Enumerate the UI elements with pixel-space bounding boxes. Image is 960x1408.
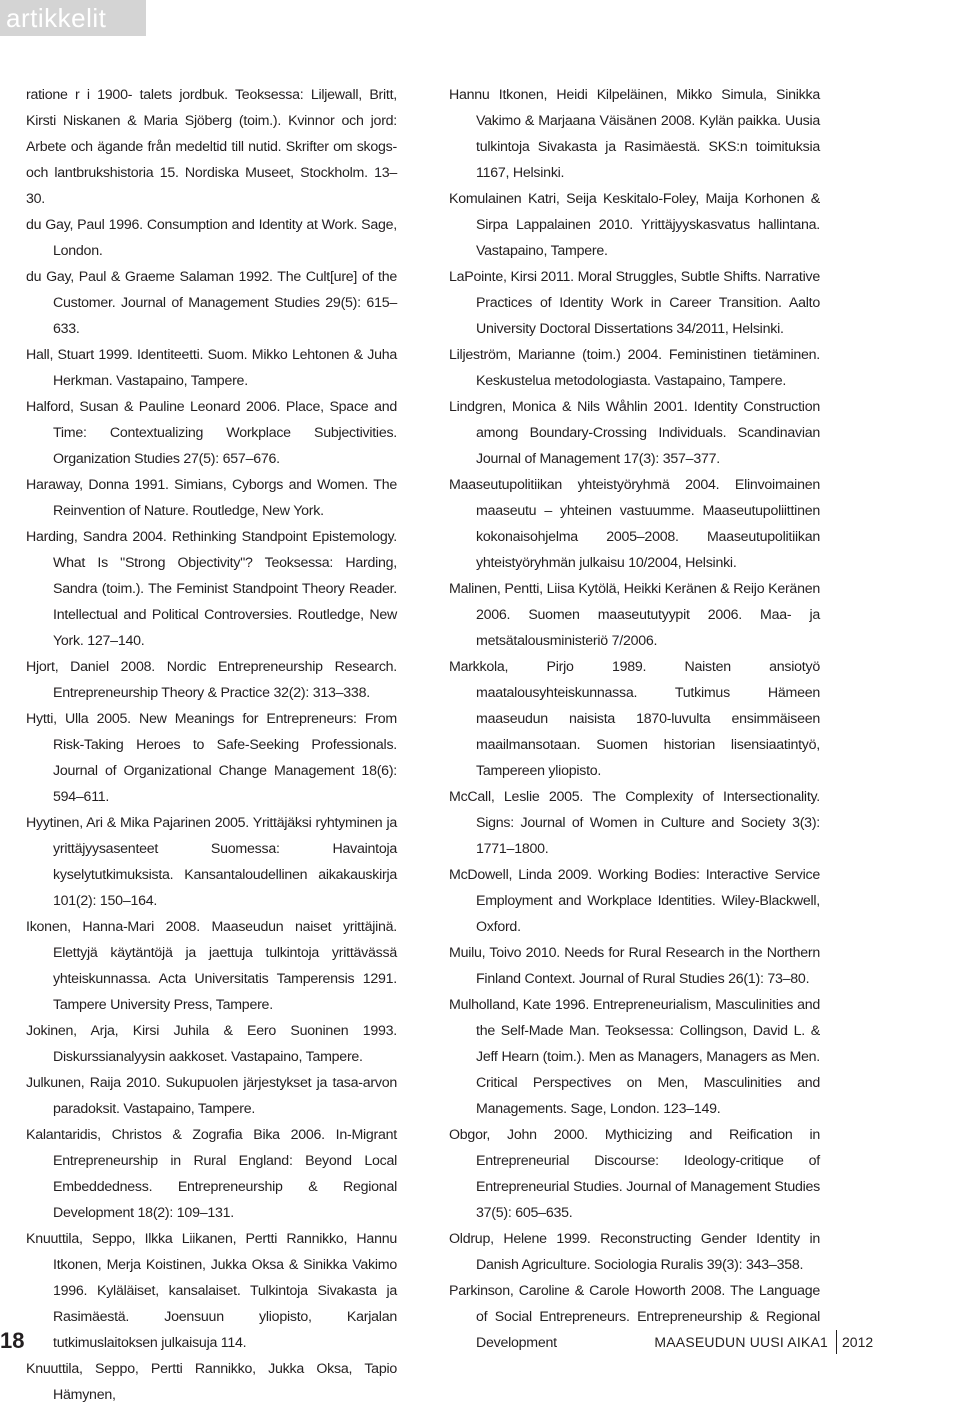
- reference-entry: Lindgren, Monica & Nils Wåhlin 2001. Identity Construction among Boundary-Crossing Individuals. Scandinavian Journal of Management 17(3): 357–377.: [449, 399, 820, 467]
- section-label: artikkelit: [6, 3, 107, 33]
- reference-entry: Liljeström, Marianne (toim.) 2004. Feministinen tietäminen. Keskustelua metodologiasta. Vastapaino, Tampere.: [449, 347, 820, 389]
- reference-entry: Mulholland, Kate 1996. Entrepreneurialism, Masculinities and the Self-Made Man. Teoksessa: Collingson, David L. & Jeff Hearn (toim.). Men as Managers, Managers as Men. Critical Perspectives on Men, Masculinities and Managements. Sage, London. 123–149.: [449, 997, 820, 1117]
- reference-entry: ratione r i 1900- talets jordbuk. Teoksessa: Liljewall, Britt, Kirsti Niskanen & Maria Sjöberg (toim.). Kvinnor och jord: Arbete och ägande från medeltid till nutid. Skrifter om skogs- och lantbrukshistoria 15. Nordiska Museet, Stockholm. 13–30.: [26, 87, 397, 207]
- reference-entry: McCall, Leslie 2005. The Complexity of Intersectionality. Signs: Journal of Women in Culture and Society 3(3): 1771–1800.: [449, 789, 820, 857]
- reference-entry: Harding, Sandra 2004. Rethinking Standpoint Epistemology. What Is "Strong Objectivity"? Teoksessa: Harding, Sandra (toim.). The Feminist Standpoint Theory Reader. Intellectual and Political Controversies. Routledge, New York. 127–140.: [26, 529, 397, 649]
- references-right-column: [449, 82, 820, 1356]
- reference-entry: Kalantaridis, Christos & Zografia Bika 2006. In-Migrant Entrepreneurship in Rural England: Beyond Local Embeddedness. Entrepreneurship & Regional Development 18(2): 109–131.: [26, 1127, 397, 1221]
- reference-entry: Julkunen, Raija 2010. Sukupuolen järjestykset ja tasa-arvon paradoksit. Vastapaino, Tampere.: [26, 1075, 397, 1117]
- reference-entry: Parkinson, Caroline & Carole Howorth 2008. The Language of Social Entrepreneurs. Entrepreneurship & Regional Development: [449, 1283, 820, 1351]
- section-banner: [0, 0, 146, 36]
- references-left-column: [26, 82, 397, 1408]
- reference-entry: McDowell, Linda 2009. Working Bodies: Interactive Service Employment and Workplace Identities. Wiley-Blackwell, Oxford.: [449, 867, 820, 935]
- reference-entry: Muilu, Toivo 2010. Needs for Rural Research in the Northern Finland Context. Journal of Rural Studies 26(1): 73–80.: [449, 945, 820, 987]
- reference-entry: Hytti, Ulla 2005. New Meanings for Entrepreneurs: From Risk-Taking Heroes to Safe-Seeking Professionals. Journal of Organizational Change Management 18(6): 594–611.: [26, 711, 397, 805]
- reference-entry: Malinen, Pentti, Liisa Kytölä, Heikki Keränen & Reijo Keränen 2006. Suomen maaseututyypit 2006. Maa- ja metsätalousministeriö 7/2006.: [449, 581, 820, 649]
- reference-entry: Hjort, Daniel 2008. Nordic Entrepreneurship Research. Entrepreneurship Theory & Practice 32(2): 313–338.: [26, 659, 397, 701]
- reference-entry: Maaseutupolitiikan yhteistyöryhmä 2004. Elinvoimainen maaseutu – yhteinen vastuumme. Maaseutupoliittinen kokonaisohjelma 2005–2008. Maaseutupolitiikan yhteistyöryhmän julkaisu 10/2004, Helsinki.: [449, 477, 820, 571]
- reference-entry: Obgor, John 2000. Mythicizing and Reification in Entrepreneurial Discourse: Ideology-critique of Entrepreneurial Studies. Journal of Management Studies 37(5): 605–635.: [449, 1127, 820, 1221]
- reference-entry: Markkola, Pirjo 1989. Naisten ansiotyö maatalousyhteiskunnassa. Tutkimus Hämeen maaseudun naisista 1870-luvulta ensimmäiseen maailmansotaan. Suomen historian lisensiaatintyö, Tampereen yliopisto.: [449, 659, 820, 779]
- footer-divider: [836, 1330, 837, 1354]
- reference-entry: du Gay, Paul 1996. Consumption and Identity at Work. Sage, London.: [26, 217, 397, 259]
- reference-entry: Jokinen, Arja, Kirsi Juhila & Eero Suoninen 1993. Diskurssianalyysin aakkoset. Vastapaino, Tampere.: [26, 1023, 397, 1065]
- reference-entry: Hall, Stuart 1999. Identiteetti. Suom. Mikko Lehtonen & Juha Herkman. Vastapaino, Tampere.: [26, 347, 397, 389]
- reference-entry: du Gay, Paul & Graeme Salaman 1992. The Cult[ure] of the Customer. Journal of Management Studies 29(5): 615–633.: [26, 269, 397, 337]
- issue-year: 2012: [842, 1334, 874, 1350]
- journal-name: MAASEUDUN UUSI AIKA: [654, 1334, 820, 1350]
- reference-entry: Halford, Susan & Pauline Leonard 2006. Place, Space and Time: Contextualizing Workplace Subjectivities. Organization Studies 27(5): 657–676.: [26, 399, 397, 467]
- page-number: 18: [0, 1328, 25, 1353]
- reference-entry: Komulainen Katri, Seija Keskitalo-Foley, Maija Korhonen & Sirpa Lappalainen 2010. Yrittäjyyskasvatus hallintana. Vastapaino, Tampere.: [449, 191, 820, 259]
- reference-entry: Hyytinen, Ari & Mika Pajarinen 2005. Yrittäjäksi ryhtyminen ja yrittäjyysasenteet Suomessa: Havaintoja kyselytutkimuksista. Kansantaloudellinen aikakauskirja 101(2): 150–164.: [26, 815, 397, 909]
- issue-number: 1: [820, 1334, 828, 1350]
- reference-entry: Knuuttila, Seppo, Ilkka Liikanen, Pertti Rannikko, Hannu Itkonen, Merja Koistinen, Jukka Oksa & Sinikka Vakimo 1996. Kyläläiset, kansalaiset. Tulkintoja Sivakasta ja Rasimäestä. Joensuun yliopisto, Karjalan tutkimuslaitoksen julkaisuja 114.: [26, 1231, 397, 1351]
- reference-entry: Knuuttila, Seppo, Pertti Rannikko, Jukka Oksa, Tapio Hämynen,: [26, 1361, 397, 1403]
- reference-entry: LaPointe, Kirsi 2011. Moral Struggles, Subtle Shifts. Narrative Practices of Identity Work in Career Transition. Aalto University Doctoral Dissertations 34/2011, Helsinki.: [449, 269, 820, 337]
- reference-entry: Oldrup, Helene 1999. Reconstructing Gender Identity in Danish Agriculture. Sociologia Ruralis 39(3): 343–358.: [449, 1231, 820, 1273]
- reference-entry: Ikonen, Hanna-Mari 2008. Maaseudun naiset yrittäjinä. Elettyjä käytäntöjä ja jaettuja tulkintoja yrittävässä yhteiskunnassa. Acta Universitatis Tamperensis 1291. Tampere University Press, Tampere.: [26, 919, 397, 1013]
- reference-entry: Hannu Itkonen, Heidi Kilpeläinen, Mikko Simula, Sinikka Vakimo & Marjaana Väisänen 2008. Kylän paikka. Uusia tulkintoja Sivakasta ja Rasimäestä. SKS:n toimituksia 1167, Helsinki.: [449, 87, 820, 181]
- reference-entry: Haraway, Donna 1991. Simians, Cyborgs and Women. The Reinvention of Nature. Routledge, New York.: [26, 477, 397, 519]
